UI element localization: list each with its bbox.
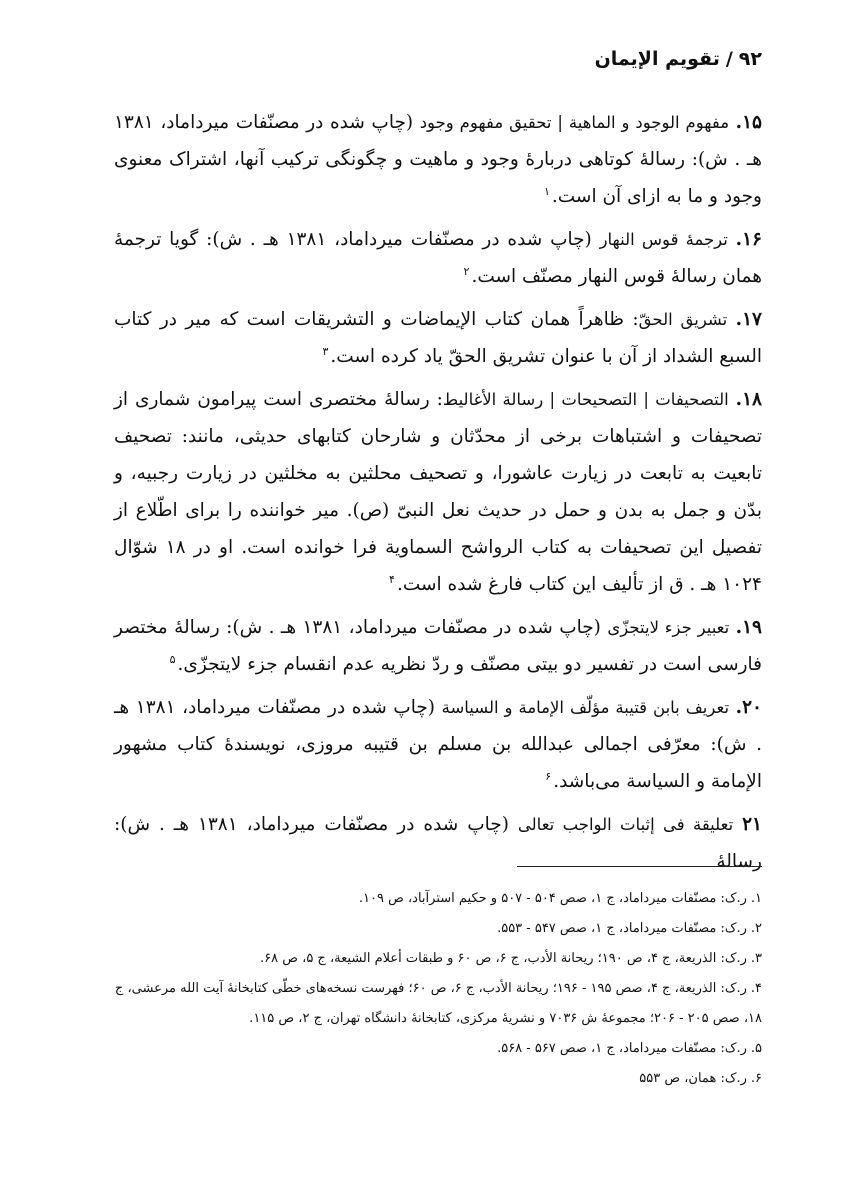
entry-20 <box>114 689 762 800</box>
footnote-number: ۱. <box>750 891 762 906</box>
entry-text: (چاپ شده در مصنّفات میرداماد، ۱۳۸۱ هـ . ش): رسالهٔ کوتاهی دربارهٔ وجود و ماهیت و چگونگی ترکیب آنها، اشتراک معنوی وجود و ما به ازای آن است. <box>114 112 762 207</box>
entry-number: ۱۹. <box>735 617 762 638</box>
footnote-2 <box>114 914 762 944</box>
footnote-ref: ۳ <box>322 344 329 358</box>
entry-title: تعریف بابن قتیبة مؤلّف الإمامة و السیاسة <box>441 698 730 717</box>
entry-number: ۲۱ <box>742 814 762 835</box>
entry-text: (چاپ شده در مصنّفات میرداماد، ۱۳۸۱ هـ . ش): رسالهٔ <box>114 814 762 872</box>
entry-number: ۲۰. <box>735 697 762 718</box>
footnote-number: ۳. <box>750 951 762 966</box>
footnote-number: ۲. <box>750 921 762 936</box>
entry-15 <box>114 104 762 215</box>
footnote-text: ر.ک: مصنّفات میرداماد، ج ۱، صص ۵۰۴ - ۵۰۷ و حکیم استرآباد، ص ۱۰۹. <box>358 891 747 906</box>
entry-title: مفهوم الوجود و الماهیة | تحقیق مفهوم وجود <box>419 113 730 132</box>
entry-number: ۱۶. <box>735 229 762 250</box>
book-title: تقویم الإیمان <box>594 48 720 70</box>
footnote-ref: ۱ <box>543 184 550 198</box>
footnote-text: ر.ک: مصنّفات میرداماد، ج ۱، صص ۵۶۷ - ۵۶۸. <box>497 1041 747 1056</box>
entry-title: تعبیر جزء لایتجزّی <box>607 618 730 637</box>
entry-19 <box>114 609 762 683</box>
footnote-number: ۶. <box>750 1071 762 1086</box>
body-text <box>114 104 762 886</box>
entry-17 <box>114 301 762 375</box>
footnote-text: ر.ک: مصنّفات میرداماد، ج ۱، صص ۵۴۷ - ۵۵۳. <box>497 921 747 936</box>
footnote-4 <box>114 974 762 1034</box>
footnote-ref: ۵ <box>169 652 176 666</box>
footnote-ref: ۲ <box>463 264 470 278</box>
entry-title: التصحیفات | التصحیحات | رسالة الأغالیط <box>442 390 729 409</box>
entry-title: ترجمهٔ قوس النهار <box>599 230 728 249</box>
footnote-text: ر.ک: الذریعة، ج ۴، صص ۱۹۵ - ۱۹۶؛ ریحانة الأدب، ج ۶، ص ۶۰؛ فهرست نسخه‌های خطّی کتابخانهٔ آیت الله مرعشی، ج ۱۸، صص ۲۰۵ - ۲۰۶؛ مجموعهٔ ش ۷۰۳۶ و نشریهٔ مرکزی، کتابخانهٔ دانشگاه تهران، ج ۲، ص ۱۱۵. <box>114 981 762 1026</box>
footnote-text: ر.ک: همان، ص ۵۵۳ <box>639 1071 747 1086</box>
footnote-text: ر.ک: الذریعة، ج ۴، ص ۱۹۰؛ ریحانة الأدب، ج ۶، ص ۶۰ و طبقات أعلام الشیعة، ج ۵، ص ۶۸. <box>260 951 747 966</box>
entry-title: تعلیقة فی إثبات الواجب تعالی <box>517 815 734 834</box>
page-number: ۹۲ <box>738 48 762 70</box>
footnote-3 <box>114 944 762 974</box>
entry-21 <box>114 806 762 880</box>
footnote-number: ۵. <box>750 1041 762 1056</box>
entry-number: ۱۷. <box>735 309 762 330</box>
entry-18 <box>114 381 762 603</box>
entry-16 <box>114 221 762 295</box>
footnote-separator <box>517 866 762 867</box>
header-separator: / <box>725 48 733 70</box>
footnotes <box>114 884 762 1094</box>
footnote-1 <box>114 884 762 914</box>
entry-text: : ظاهراً همان کتاب الإیماضات و التشریقات است که میر در کتاب السبع الشداد از آن با عنوان تشریق الحقّ یاد کرده است. <box>114 309 762 367</box>
footnote-ref: ۶ <box>545 769 552 783</box>
footnote-6 <box>114 1064 762 1094</box>
entry-text: (چاپ شده در مصنّفات میرداماد، ۱۳۸۱ هـ . ش): معرّفی اجمالی عبدالله بن مسلم بن قتیبه مروزی، نویسندهٔ کتاب مشهور الإمامة و السیاسة می‌باشد. <box>114 697 762 792</box>
footnote-number: ۴. <box>750 981 762 996</box>
entry-title: تشریق الحقّ <box>638 310 728 329</box>
entry-text: (چاپ شده در مصنّفات میرداماد، ۱۳۸۱ هـ . ش): رسالهٔ مختصر فارسی است در تفسیر دو بیتی مصنّف و ردّ نظریه عدم انقسام جزء لایتجزّی. <box>114 617 762 675</box>
entry-number: ۱۸. <box>735 389 762 410</box>
entry-number: ۱۵. <box>735 112 762 133</box>
footnote-ref: ۴ <box>389 572 395 586</box>
footnote-5 <box>114 1034 762 1064</box>
running-header <box>86 46 762 72</box>
entry-text: : رسالهٔ مختصری است پیرامون شماری از تصحیفات و اشتباهات برخی از محدّثان و شارحان کتابهای حدیثی، مانند: تصحیف تابعیت به تابعت در زیارت عاشورا، و تصحیف محلثین به مخلثین در زیارت رجبیه، و بدّن و جمل به بدن و حمل در حدیث نعل النبیّ (ص). میر خواننده را برای اطّلاع از تفصیل این تصحیفات به کتاب الرواشح السماویة فرا خوانده است. او در ۱۸ شوّال ۱۰۲۴ هـ . ق از تألیف این کتاب فارغ شده است. <box>114 389 762 595</box>
entry-text: (چاپ شده در مصنّفات میرداماد، ۱۳۸۱ هـ . ش): گویا ترجمهٔ همان رسالهٔ قوس النهار مصنّف است. <box>114 229 762 287</box>
